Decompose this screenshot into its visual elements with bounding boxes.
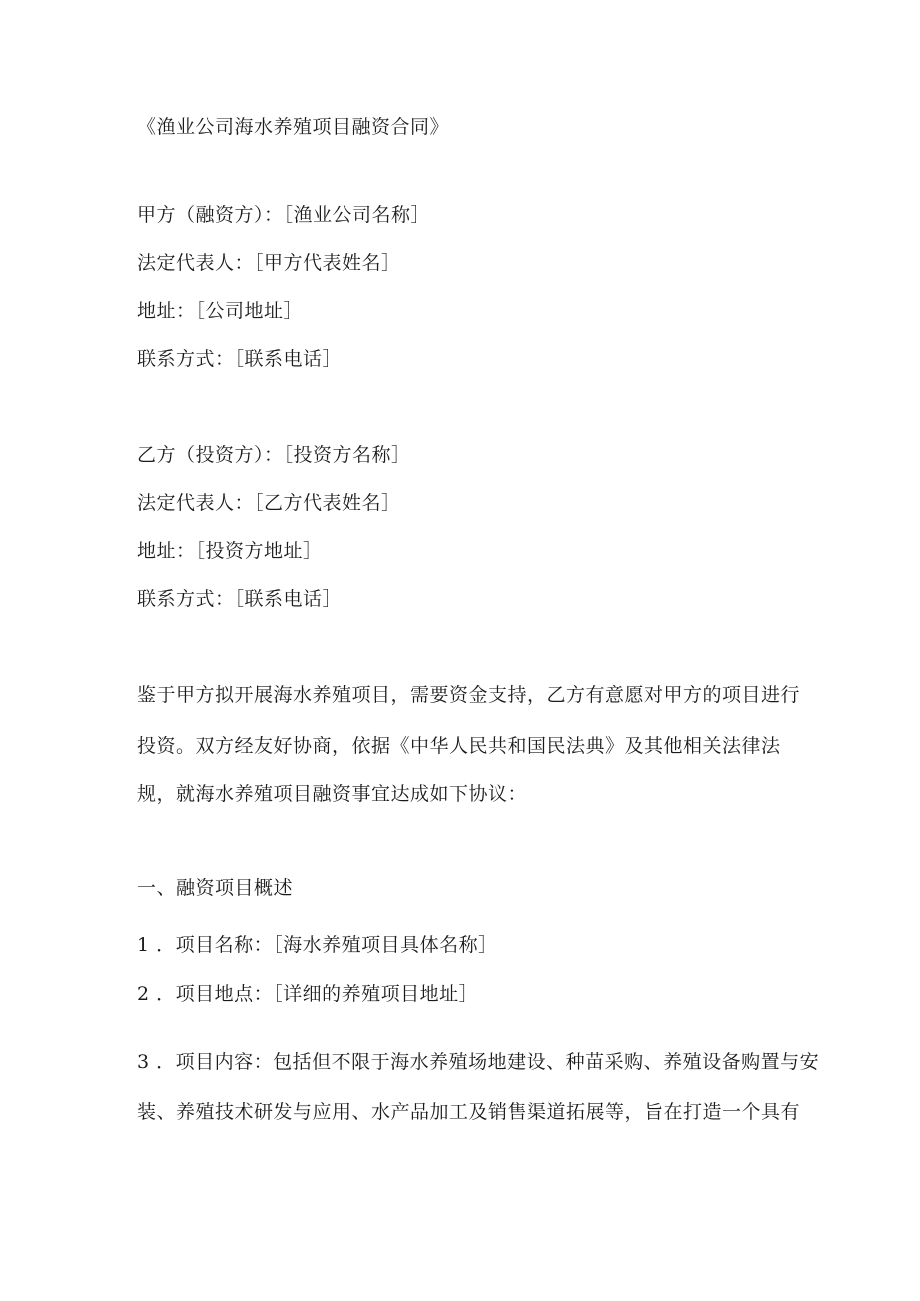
party-a-address: 地址：［公司地址］ bbox=[137, 300, 304, 322]
section-1-item-3-line-1: 3 ．项目内容：包括但不限于海水养殖场地建设、种苗采购、养殖设备购置与安 bbox=[137, 1051, 820, 1073]
party-b-header: 乙方（投资方）：［投资方名称］ bbox=[137, 444, 411, 466]
section-1-item-1: 1 ．项目名称：［海水养殖项目具体名称］ bbox=[137, 934, 498, 956]
section-1-item-3-line-2: 装、养殖技术研发与应用、水产品加工及销售渠道拓展等，旨在打造一个具有 bbox=[137, 1101, 801, 1123]
preamble-line-1: 鉴于甲方拟开展海水养殖项目，需要资金支持，乙方有意愿对甲方的项目进行 bbox=[137, 684, 801, 706]
preamble-line-2: 投资。双方经友好协商，依据《中华人民共和国民法典》及其他相关法律法 bbox=[137, 735, 781, 757]
party-a-contact: 联系方式：［联系电话］ bbox=[137, 348, 343, 370]
document-title: 《渔业公司海水养殖项目融资合同》 bbox=[137, 116, 450, 138]
section-1-item-2: 2 ．项目地点：［详细的养殖项目地址］ bbox=[137, 983, 479, 1005]
section-1-heading: 一、融资项目概述 bbox=[137, 877, 294, 899]
party-a-representative: 法定代表人：［甲方代表姓名］ bbox=[137, 252, 401, 274]
party-b-address: 地址：［投资方地址］ bbox=[137, 540, 323, 562]
party-a-header: 甲方（融资方）：［渔业公司名称］ bbox=[137, 204, 431, 226]
preamble-line-3: 规，就海水养殖项目融资事宜达成如下协议： bbox=[137, 783, 528, 805]
party-b-representative: 法定代表人：［乙方代表姓名］ bbox=[137, 492, 401, 514]
party-b-contact: 联系方式：［联系电话］ bbox=[137, 588, 343, 610]
